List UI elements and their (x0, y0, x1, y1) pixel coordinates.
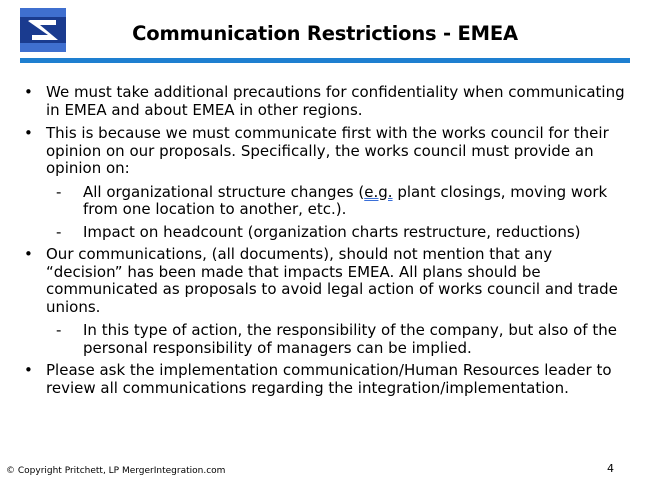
bullet-item (20, 246, 630, 316)
slide-title: Communication Restrictions - EMEA (132, 22, 518, 45)
sub-bullet-item (20, 184, 630, 219)
bullet-text: Please ask the implementation communication/Human Resources leader to review all communications regarding the integration/implementation. (46, 361, 612, 397)
sub-bullet-marker: - (56, 321, 62, 339)
sub-bullet-marker: - (56, 182, 62, 201)
pritchett-logo-icon (20, 8, 66, 52)
bullet-marker: • (24, 83, 33, 101)
page-number: 4 (607, 462, 614, 475)
sub-bullet-text: In this type of action, the responsibility of the company, but also of the personal responsibility of managers can be implied. (83, 321, 617, 357)
title-divider (20, 58, 630, 63)
slide-body (20, 84, 630, 403)
bullet-marker: • (24, 361, 33, 379)
bullet-marker: • (24, 245, 33, 263)
bullet-text: This is because we must communicate first with the works council for their opinion on our proposals. Specifically, the works council must provide an opinion on: (46, 124, 609, 177)
sub-bullet-marker: - (56, 222, 62, 241)
bullet-text: We must take additional precautions for confidentiality when communicating in EMEA and about EMEA in other regions. (46, 83, 625, 119)
sub-bullet-text-continued: plant closings, moving work from one location to another, etc.). (83, 182, 608, 218)
sub-bullet-item (20, 322, 630, 357)
sub-bullet-abbrev: e.g. (364, 182, 393, 201)
footer-copyright: © Copyright Pritchett, LP MergerIntegration.com (6, 466, 226, 476)
bullet-item (20, 125, 630, 178)
sub-bullet-item (20, 224, 630, 242)
bullet-marker: • (24, 124, 33, 142)
bullet-item (20, 362, 630, 397)
bullet-item (20, 84, 630, 119)
sub-bullet-text: Impact on headcount (organization charts restructure, reductions) (83, 222, 581, 241)
sub-bullet-text: All organizational structure changes ( (83, 182, 365, 201)
bullet-text: Our communications, (all documents), should not mention that any “decision” has been made that impacts EMEA. All plans should be communicated as proposals to avoid legal action of works council and trade unions. (46, 245, 618, 316)
